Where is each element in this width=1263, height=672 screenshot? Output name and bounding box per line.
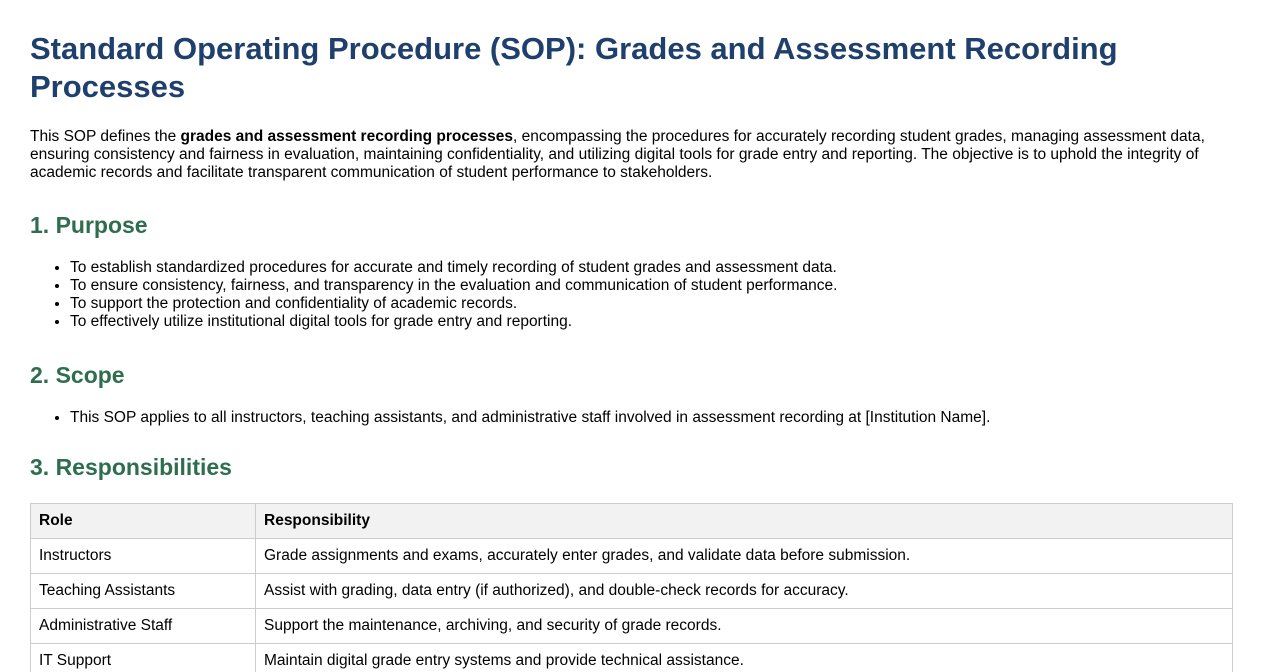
- purpose-list: [30, 259, 1233, 331]
- scope-list: [30, 409, 1233, 427]
- scope-heading: 2. Scope: [30, 362, 125, 388]
- role-cell: Instructors: [31, 539, 256, 574]
- responsibilities-table: [30, 503, 1233, 672]
- table-row: [31, 609, 1233, 644]
- intro-paragraph: [30, 128, 1233, 182]
- table-row: [31, 644, 1233, 672]
- purpose-item: • To effectively utilize institutional digital tools for grade entry and reporting.: [70, 313, 1233, 331]
- table-header-row: [31, 504, 1233, 539]
- column-header-role: Role: [31, 504, 256, 539]
- intro-bold: grades and assessment recording processes: [180, 128, 514, 145]
- role-cell: IT Support: [31, 644, 256, 672]
- purpose-item: • To support the protection and confidentiality of academic records.: [70, 295, 1233, 313]
- column-header-responsibility: Responsibility: [256, 504, 1233, 539]
- intro-prefix: This SOP defines the: [30, 128, 181, 145]
- intro-suffix: , encompassing the procedures for accurately recording student grades, managing assessment data, ensuring consistency and fairness in evaluation, maintaining confidentiality, and utilizing digital tools for grade entry and reporting. The objective is to uphold the integrity of academic records and facilitate transparent communication of student performance to stakeholders.: [30, 128, 1205, 181]
- purpose-item: • To establish standardized procedures for accurate and timely recording of student grades and assessment data.: [70, 259, 1233, 277]
- page-title: Standard Operating Procedure (SOP): Grades and Assessment Recording Processes: [30, 31, 1118, 104]
- responsibility-cell: Grade assignments and exams, accurately enter grades, and validate data before submission.: [256, 539, 1233, 574]
- role-cell: Administrative Staff: [31, 609, 256, 644]
- scope-item: • This SOP applies to all instructors, teaching assistants, and administrative staff involved in assessment recording at [Institution Name].: [70, 409, 1233, 427]
- purpose-heading: 1. Purpose: [30, 212, 148, 238]
- role-cell: Teaching Assistants: [31, 574, 256, 609]
- purpose-item: • To ensure consistency, fairness, and transparency in the evaluation and communication of student performance.: [70, 277, 1233, 295]
- responsibility-cell: Support the maintenance, archiving, and security of grade records.: [256, 609, 1233, 644]
- responsibilities-heading: 3. Responsibilities: [30, 454, 232, 480]
- table-row: [31, 539, 1233, 574]
- responsibility-cell: Assist with grading, data entry (if authorized), and double-check records for accuracy.: [256, 574, 1233, 609]
- responsibility-cell: Maintain digital grade entry systems and provide technical assistance.: [256, 644, 1233, 672]
- table-row: [31, 574, 1233, 609]
